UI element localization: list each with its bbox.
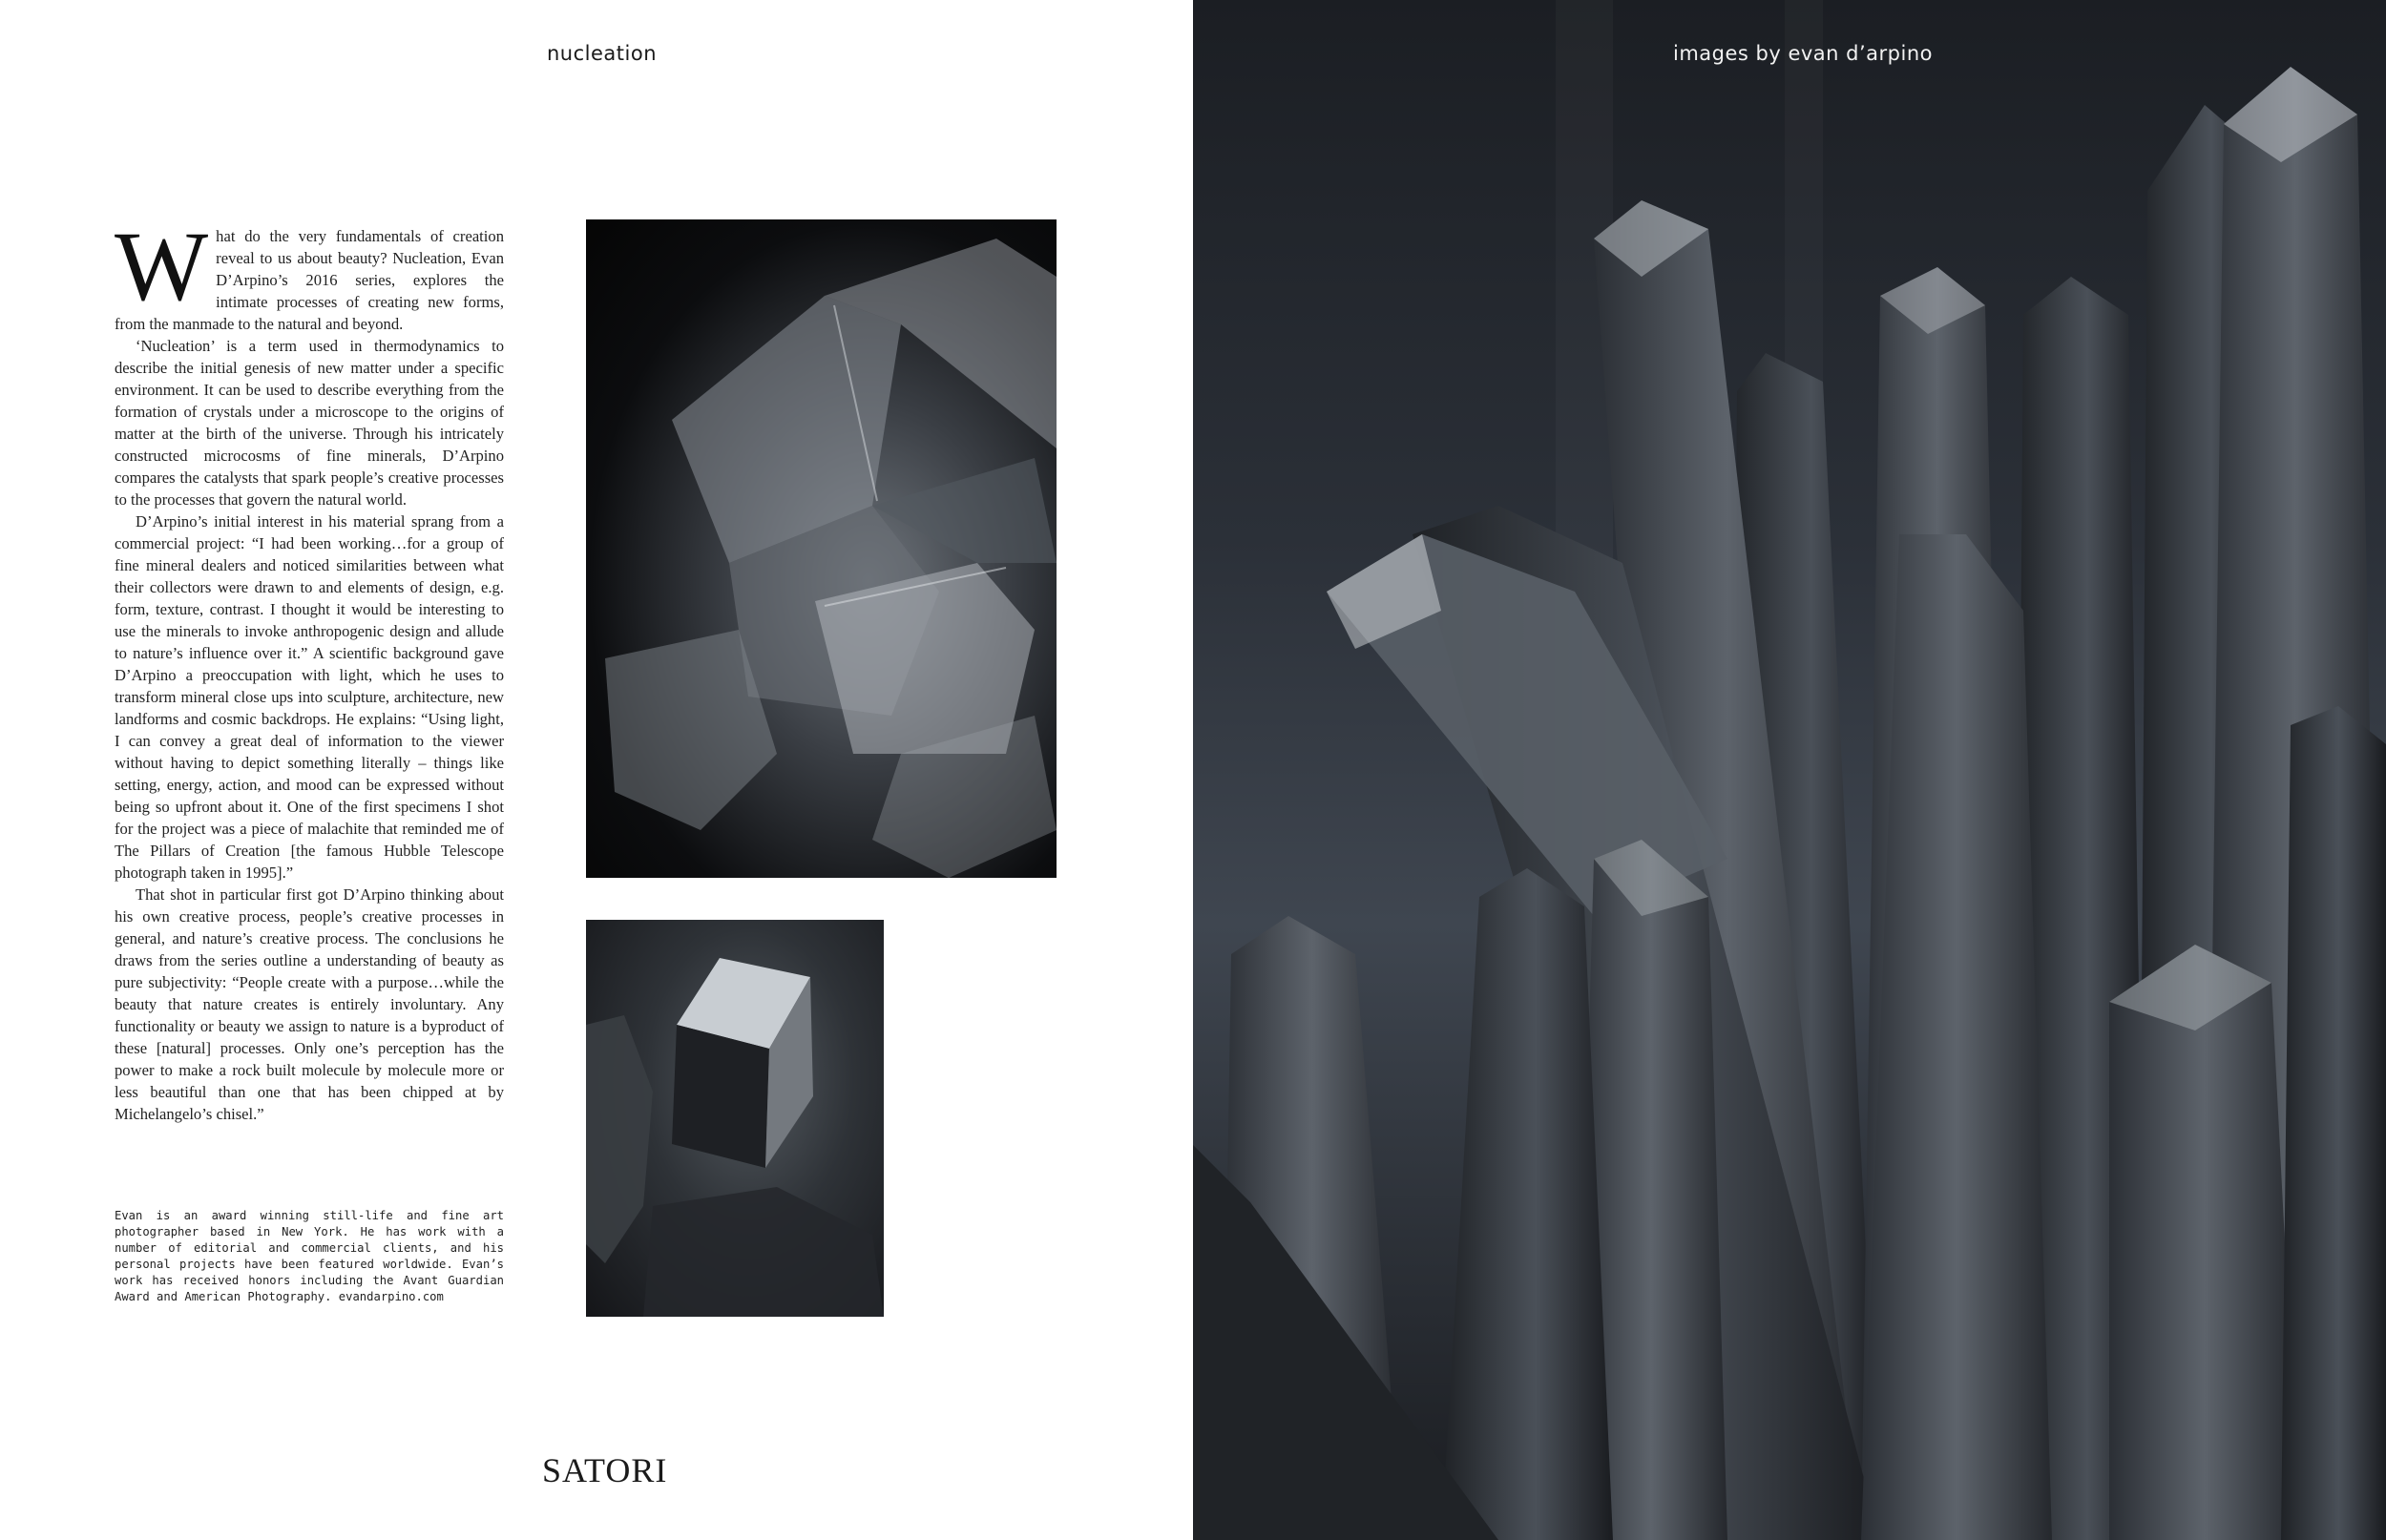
crystal-cluster-illustration [586,219,1057,878]
article-body [115,212,504,1125]
crystal-cluster-photo [586,219,1057,878]
pyrite-cube-illustration [586,920,884,1317]
photographer-bio: Evan is an award winning still-life and fine art photographer based in New York. He has work with a number of editorial and commercial clients, and his personal projects have been featured worldwide. Evan’s work has received honors including the Avant Guardian Award and American Photography. evandarpino.com [115,1209,504,1303]
article-paragraph-1 [115,212,504,335]
quartz-crystals-photo [1193,0,2386,1540]
section-title: nucleation [547,42,658,65]
article-paragraph-2: ‘Nucleation’ is a term used in thermodynamics to describe the initial genesis of new matter under a specific environment. It can be used to describe everything from the formation of crystals under a microscope to the origins of matter at the birth of the universe. Through his intricately constructed microcosms of fine minerals, D’Arpino compares the catalysts that spark people’s creative processes to the processes that govern the natural world. [115,337,504,509]
article-paragraph-1-text: hat do the very fundamentals of creation reveal to us about beauty? Nucleation, Evan D’Arpino’s 2016 series, explores the intimate processes of creating new forms, from the manmade to the natural and beyond. [115,227,504,333]
magazine-logo: SATORI [542,1451,668,1489]
quartz-crystals-illustration [1193,0,2386,1540]
article-paragraph-4: That shot in particular first got D’Arpino thinking about his own creative process, people’s creative processes in general, and nature’s creative process. The conclusions he draws from the series outline a understanding of beauty as pure subjectivity: “People create with a purpose…while the beauty that nature creates is entirely involuntary. Any functionality or beauty we assign to nature is a byproduct of these [natural] processes. Only one’s perception has the power to make a rock built molecule by molecule more or less beautiful than one that has been chipped at by Michelangelo’s chisel.” [115,885,504,1123]
photo-credit: images by evan d’arpino [1673,42,1933,65]
article-paragraph-3: D’Arpino’s initial interest in his material sprang from a commercial project: “I had been working…for a group of fine mineral dealers and noticed similarities between what their collectors were drawn to and elements of design, e.g. form, texture, contrast. I thought it would be interesting to use the minerals to invoke anthropogenic design and allude to nature’s influence over it.” A scientific background gave D’Arpino a preoccupation with light, which he uses to transform mineral close ups into sculpture, architecture, new landforms and cosmic backdrops. He explains: “Using light, I can convey a great deal of information to the viewer without having to depict something literally – things like setting, energy, action, and mood can be expressed without being so upfront about it. One of the first specimens I shot for the project was a piece of malachite that reminded me of The Pillars of Creation [the famous Hubble Telescope photograph taken in 1995].” [115,512,504,882]
pyrite-cube-photo [586,920,884,1317]
drop-cap: W [115,212,209,322]
